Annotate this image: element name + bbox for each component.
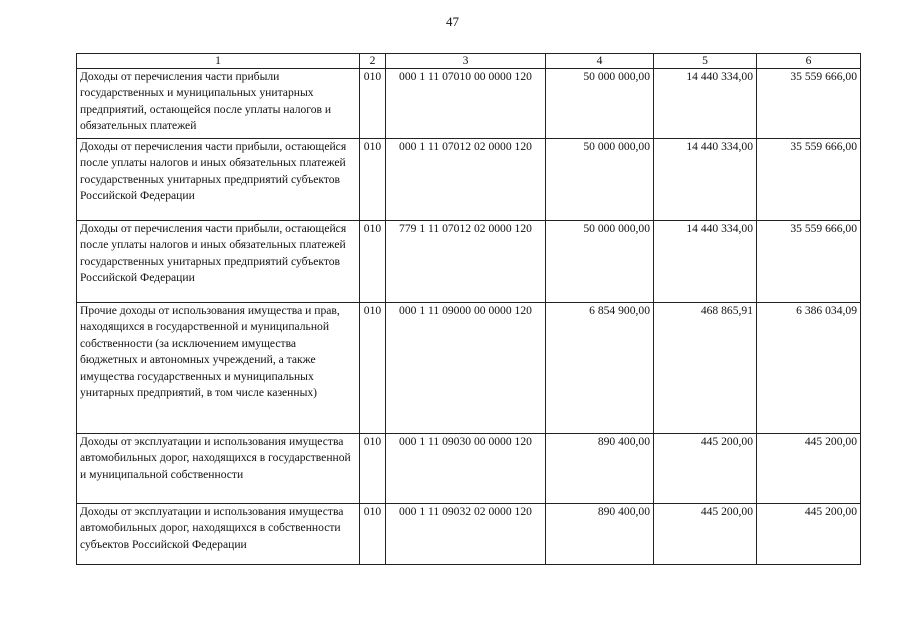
row-name: Прочие доходы от использования имущества и прав, находящихся в государственной и муниципальной собственности (за исключением имущества бюджетных и автономных учреждений, а также имущества государственных и муниципальных унитарных предприятий, в том числе казенных) [77,303,360,434]
row-code: 010 [360,139,386,221]
row-approved: 890 400,00 [546,434,654,504]
column-header: 4 [546,54,654,69]
table-row [77,303,861,434]
row-name: Доходы от эксплуатации и использования имущества автомобильных дорог, находящихся в государственной и муниципальной собственности [77,434,360,504]
revenue-table [76,53,861,565]
row-code: 010 [360,434,386,504]
table-row [77,139,861,221]
table-row [77,504,861,565]
row-remaining: 35 559 666,00 [757,69,861,139]
row-remaining: 6 386 034,09 [757,303,861,434]
table-row [77,434,861,504]
row-budget-code: 000 1 11 09030 00 0000 120 [386,434,546,504]
row-budget-code: 000 1 11 07012 02 0000 120 [386,139,546,221]
row-executed: 445 200,00 [654,434,757,504]
page-number: 47 [446,14,459,29]
row-name: Доходы от перечисления части прибыли, остающейся после уплаты налогов и иных обязательных платежей государственных унитарных предприятий субъектов Российской Федерации [77,221,360,303]
row-approved: 50 000 000,00 [546,139,654,221]
column-header: 6 [757,54,861,69]
row-approved: 50 000 000,00 [546,69,654,139]
table-row [77,69,861,139]
row-executed: 14 440 334,00 [654,221,757,303]
row-executed: 14 440 334,00 [654,69,757,139]
table-row [77,221,861,303]
row-remaining: 445 200,00 [757,434,861,504]
row-code: 010 [360,221,386,303]
row-executed: 445 200,00 [654,504,757,565]
row-budget-code: 779 1 11 07012 02 0000 120 [386,221,546,303]
row-code: 010 [360,69,386,139]
row-remaining: 445 200,00 [757,504,861,565]
column-header: 2 [360,54,386,69]
row-name: Доходы от эксплуатации и использования имущества автомобильных дорог, находящихся в собственности субъектов Российской Федерации [77,504,360,565]
column-header: 5 [654,54,757,69]
row-budget-code: 000 1 11 09032 02 0000 120 [386,504,546,565]
row-approved: 50 000 000,00 [546,221,654,303]
row-code: 010 [360,504,386,565]
column-header: 1 [77,54,360,69]
row-approved: 6 854 900,00 [546,303,654,434]
column-header: 3 [386,54,546,69]
row-remaining: 35 559 666,00 [757,139,861,221]
row-budget-code: 000 1 11 09000 00 0000 120 [386,303,546,434]
row-budget-code: 000 1 11 07010 00 0000 120 [386,69,546,139]
row-executed: 14 440 334,00 [654,139,757,221]
table-header-row [77,54,861,69]
row-remaining: 35 559 666,00 [757,221,861,303]
row-approved: 890 400,00 [546,504,654,565]
row-code: 010 [360,303,386,434]
row-name: Доходы от перечисления части прибыли государственных и муниципальных унитарных предприятий, остающейся после уплаты налогов и обязательных платежей [77,69,360,139]
row-name: Доходы от перечисления части прибыли, остающейся после уплаты налогов и иных обязательных платежей государственных унитарных предприятий субъектов Российской Федерации [77,139,360,221]
row-executed: 468 865,91 [654,303,757,434]
